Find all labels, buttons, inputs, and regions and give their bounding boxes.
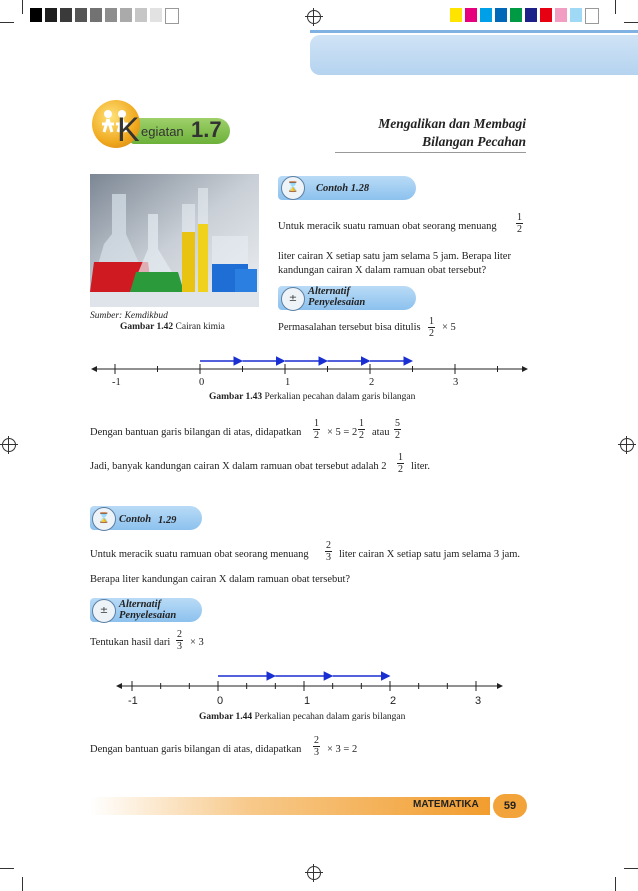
- nl2-label: 3: [475, 695, 482, 707]
- frac-den: 2: [395, 430, 400, 441]
- color-swatch: [510, 8, 522, 22]
- frac-num: 1: [398, 452, 403, 463]
- registration-mark-icon: [2, 438, 16, 452]
- figure-142-text: Cairan kimia: [173, 322, 225, 332]
- registration-mark-icon: [307, 866, 321, 880]
- nl1-label: 1: [285, 377, 291, 388]
- frac-num: 1: [517, 212, 522, 223]
- alternatif-2-line2: Penyelesaian: [119, 610, 177, 621]
- header-line: [310, 30, 638, 33]
- frac-num: 1: [359, 418, 364, 429]
- figure-144-caption: [199, 712, 405, 722]
- color-swatch: [150, 8, 162, 22]
- alternatif-2-text: Tentukan hasil dari: [90, 637, 171, 648]
- crop-mark: [22, 0, 23, 14]
- frac-num: 1: [314, 418, 319, 429]
- crop-mark: [0, 22, 14, 23]
- frac-den: 2: [517, 224, 522, 235]
- result-1-frac-c: [392, 418, 403, 441]
- color-swatch: [495, 8, 507, 22]
- conclusion-1-after: liter.: [411, 461, 430, 472]
- nl1-label: 2: [369, 377, 375, 388]
- contoh-128-text-a-span: Untuk meracik suatu ramuan obat seorang menuang: [278, 221, 497, 232]
- color-swatch: [450, 8, 462, 22]
- section-title-line1: Mengalikan dan Membagi: [378, 116, 526, 131]
- alternatif-1-after: × 5: [442, 322, 456, 333]
- color-swatch: [570, 8, 582, 22]
- result-2-prefix: Dengan bantuan garis bilangan di atas, didapatkan: [90, 744, 302, 755]
- crop-mark: [624, 868, 638, 869]
- kegiatan-number: 1.7: [191, 117, 222, 142]
- result-2-fraction: [311, 735, 322, 758]
- result-1-atau: atau: [372, 427, 390, 438]
- figure-142-number: Gambar 1.42: [120, 322, 174, 332]
- color-swatch: [45, 8, 57, 22]
- nl2-label: 0: [217, 695, 224, 707]
- contoh-128-text-a: [278, 220, 528, 234]
- figure-143-number: Gambar 1.43: [209, 392, 263, 402]
- number-line-1-labels: [90, 376, 530, 390]
- contoh-129-label-b: 1.29: [158, 515, 177, 526]
- nl2-label: -1: [128, 695, 138, 707]
- result-1-mid: × 5 = 2: [327, 427, 358, 438]
- footer-subject: MATEMATIKA: [413, 799, 479, 810]
- color-swatch: [480, 8, 492, 22]
- contoh-129-label-a: Contoh: [119, 514, 152, 525]
- crop-mark: [0, 868, 14, 869]
- kegiatan-word: egiatan: [141, 124, 184, 139]
- crop-mark: [22, 877, 23, 891]
- color-swatch: [525, 8, 537, 22]
- color-swatch: [75, 8, 87, 22]
- registration-mark-icon: [307, 10, 321, 24]
- result-1-prefix: Dengan bantuan garis bilangan di atas, didapatkan: [90, 427, 302, 438]
- kegiatan-k-letter: K: [117, 111, 140, 149]
- color-swatch: [540, 8, 552, 22]
- figure-source: Sumber: Kemdikbud: [90, 311, 168, 321]
- color-swatch: [120, 8, 132, 22]
- frac-num: 2: [314, 735, 319, 746]
- number-line-2-labels: [115, 694, 505, 708]
- color-swatch: [60, 8, 72, 22]
- crop-mark: [615, 877, 616, 891]
- nl2-label: 2: [390, 695, 397, 707]
- frac-den: 2: [429, 328, 434, 339]
- registration-mark-icon: [620, 438, 634, 452]
- calculator-icon: ±: [281, 287, 305, 311]
- section-title-line2: Bilangan Pecahan: [422, 134, 526, 149]
- color-swatch: [30, 8, 42, 22]
- frac-den: 3: [314, 747, 319, 758]
- contoh-128-fraction: [514, 212, 525, 235]
- alternatif-1-line1: Alternatif: [308, 286, 351, 297]
- frac-den: 3: [326, 552, 331, 563]
- contoh-129-text-a: Untuk meracik suatu ramuan obat seorang menuang: [90, 549, 309, 560]
- title-divider: [335, 152, 526, 153]
- frac-num: 1: [429, 316, 434, 327]
- hourglass-icon: ⌛: [281, 176, 305, 200]
- result-2-after: × 3 = 2: [327, 744, 358, 755]
- nl1-label: -1: [112, 377, 121, 388]
- frac-den: 3: [177, 641, 182, 652]
- alternatif-2-after: × 3: [190, 637, 204, 648]
- figure-143-text: Perkalian pecahan dalam garis bilangan: [262, 392, 416, 402]
- figure-144-text: Perkalian pecahan dalam garis bilangan: [252, 712, 406, 722]
- contoh-128-label: Contoh 1.28: [316, 183, 370, 194]
- color-swatch: [555, 8, 567, 22]
- chemistry-glassware-photo: [90, 174, 259, 307]
- color-swatch: [165, 8, 179, 24]
- color-swatch: [585, 8, 599, 24]
- alternatif-2-fraction: [174, 629, 185, 652]
- frac-num: 5: [395, 418, 400, 429]
- color-swatch: [105, 8, 117, 22]
- alternatif-2-line1: Alternatif: [119, 599, 162, 610]
- figure-143-caption: [209, 392, 415, 402]
- conclusion-1-text: Jadi, banyak kandungan cairan X dalam ramuan obat tersebut adalah 2: [90, 461, 387, 472]
- result-1-frac-a: [311, 418, 322, 441]
- figure-142-caption: [120, 322, 225, 332]
- color-swatch: [135, 8, 147, 22]
- crop-mark: [624, 22, 638, 23]
- alternatif-1-line2: Penyelesaian: [308, 297, 366, 308]
- color-swatch: [90, 8, 102, 22]
- frac-den: 2: [314, 430, 319, 441]
- alternatif-1-text: Permasalahan tersebut bisa ditulis: [278, 322, 421, 333]
- hourglass-icon: ⌛: [92, 507, 116, 531]
- contoh-129-fraction: [323, 540, 334, 563]
- header-band: [310, 35, 638, 75]
- conclusion-1-fraction: [395, 452, 406, 475]
- crop-mark: [615, 0, 616, 14]
- page-number: 59: [493, 794, 527, 818]
- frac-num: 2: [177, 629, 182, 640]
- nl1-label: 0: [199, 377, 205, 388]
- color-swatch: [465, 8, 477, 22]
- calculator-icon: ±: [92, 599, 116, 623]
- frac-num: 2: [326, 540, 331, 551]
- frac-den: 2: [359, 430, 364, 441]
- nl2-label: 1: [304, 695, 311, 707]
- alternatif-1-fraction: [426, 316, 437, 339]
- figure-144-number: Gambar 1.44: [199, 712, 253, 722]
- contoh-128-text-b: liter cairan X setiap satu jam selama 5 jam. Berapa liter kandungan cairan X dalam ramuan obat tersebut?: [278, 251, 511, 276]
- nl1-label: 3: [453, 377, 459, 388]
- contoh-129-question: Berapa liter kandungan cairan X dalam ramuan obat tersebut?: [90, 574, 351, 585]
- contoh-129-text-b: liter cairan X setiap satu jam selama 3 jam.: [339, 549, 521, 560]
- frac-den: 2: [398, 464, 403, 475]
- result-1-frac-b: [356, 418, 367, 441]
